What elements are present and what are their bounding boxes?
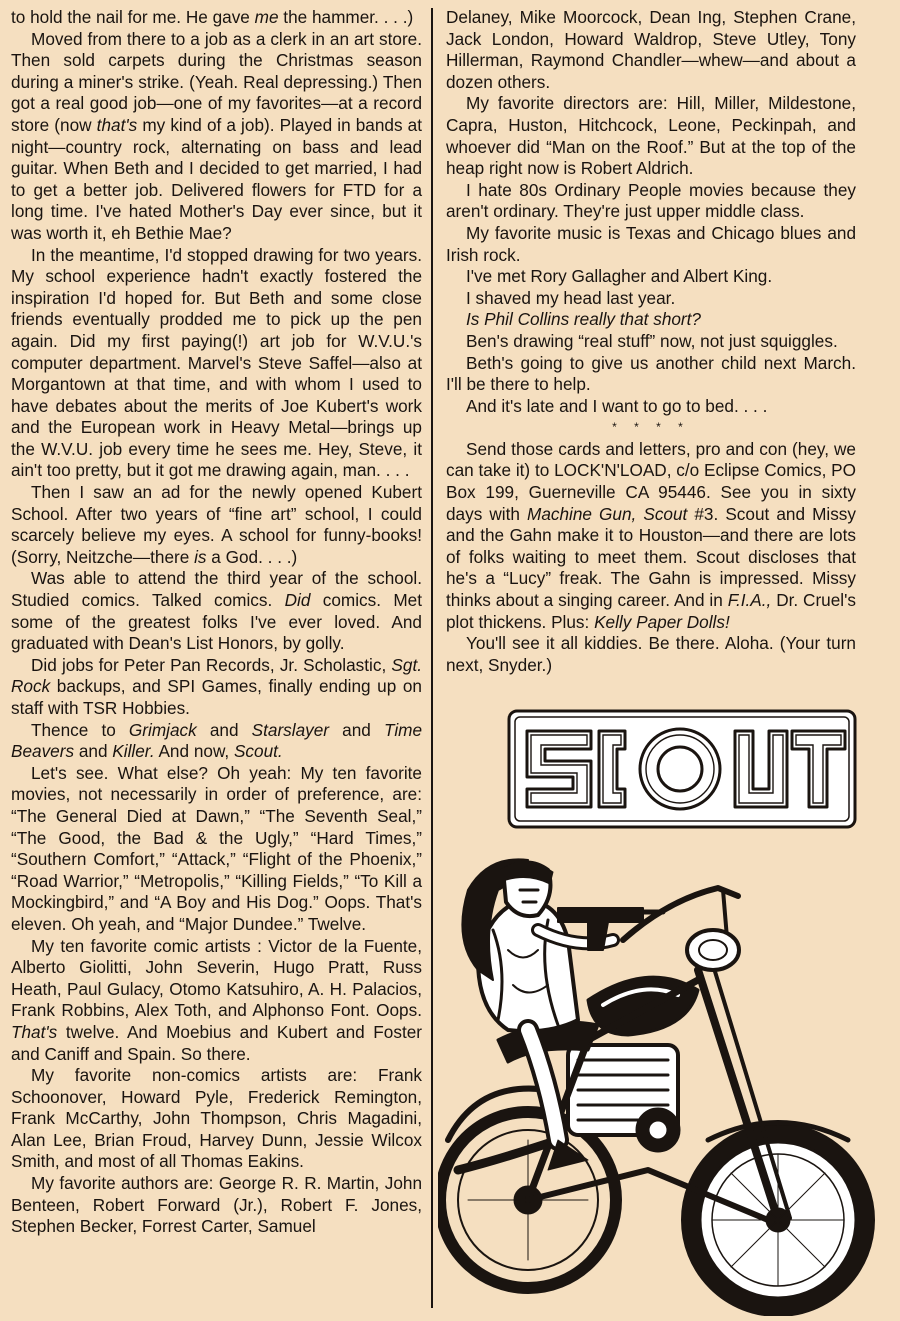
- paragraph: My favorite non-comics artists are: Frank Schoonover, Howard Pyle, Frederick Remington, Frank McCarthy, John Thompson, Chris Magadini, Alan Lee, Brian Froud, Harvey Dunn, Jessie Wilcox Smith, and most of all Thomas Eakins.: [11, 1065, 422, 1172]
- paragraph: I shaved my head last year.: [466, 287, 676, 308]
- paragraph: And it's late and I want to go to bed. . . .: [466, 395, 768, 416]
- scout-logo: [507, 709, 857, 829]
- section-break: * * * *: [612, 420, 690, 435]
- motorcycle-rider-illustration: [438, 840, 893, 1316]
- paragraph: Delaney, Mike Moorcock, Dean Ing, Stephen Crane, Jack London, Howard Waldrop, Steve Utley, Tony Hillerman, Raymond Chandler—whew—and about a dozen others.: [446, 7, 856, 92]
- paragraph: Let's see. What else? Oh yeah: My ten favorite movies, not necessarily in order of preference, are: “The General Died at Dawn,” “The Seventh Seal,” “The Good, the Bad & the Ugly,” “Hard Times,” “Southern Comfort,” “Attack,” “Flight of the Phoenix,” “Road Warrior,” “Metropolis,” “Killing Fields,” “To Kill a Mockingbird,” and “A Boy and His Dog.” Oops. That's eleven. Oh yeah, and “Major Dundee.” Twelve.: [11, 762, 422, 934]
- paragraph: Moved from there to a job as a clerk in an art store. Then sold carpets during the Christmas season during a miner's strike. (Yeah. Real depressing.) Then got a real good job—one of my favorites—at a record store (now that's my kind of a job). Played in bands at night—country rock, alternating on bass and lead guitar. When Beth and I decided to get married, I had to get a better job. Delivered flowers for FTD for a long time. I've hated Mother's Day ever since, but it was worth it, eh Bethie Mae?: [11, 28, 422, 243]
- paragraph: Send those cards and letters, pro and con (hey, we can take it) to LOCK'N'LOAD, c/o Eclipse Comics, PO Box 199, Guerneville CA 95446. See you in sixty days with Machine Gun, Scout #3. Scout and Missy and the Gahn make it to Houston—and there are lots of folks waiting to meet them. Scout discloses that he's a “Lucy” freak. The Gahn is impressed. Missy thinks about a singing career. And in F.I.A., Dr. Cruel's plot thickens. Plus: Kelly Paper Dolls!: [446, 438, 856, 632]
- paragraph: My favorite music is Texas and Chicago blues and Irish rock.: [446, 222, 856, 265]
- paragraph: Was able to attend the third year of the school. Studied comics. Talked comics. Did comics. Met some of the greatest folks I've ever loved. And graduated with Dean's List Honors, by golly.: [11, 568, 422, 654]
- paragraph: My favorite directors are: Hill, Miller, Mildestone, Capra, Huston, Hitchcock, Leone, Peckinpah, and whoever did “Man on the Roof.” But at the top of the heap right now is Robert Aldrich.: [446, 93, 856, 179]
- paragraph: Beth's going to give us another child next March. I'll be there to help.: [446, 352, 856, 395]
- paragraph: Did jobs for Peter Pan Records, Jr. Scholastic, Sgt. Rock backups, and SPI Games, finally ending up on staff with TSR Hobbies.: [11, 654, 422, 718]
- paragraph: Thence to Grimjack and Starslayer and Time Beavers and Killer. And now, Scout.: [11, 719, 423, 762]
- paragraph: Then I saw an ad for the newly opened Kubert School. After two years of “fine art” school, I could scarcely believe my eyes. A school for funny-books! (Sorry, Neitzche—there is a God. . . .): [11, 482, 422, 567]
- left-column: [11, 7, 422, 1238]
- paragraph: My favorite authors are: George R. R. Martin, John Benteen, Robert Forward (Jr.), Robert F. Jones, Stephen Becker, Forrest Carter, Samuel: [11, 1173, 422, 1237]
- paragraph: Ben's drawing “real stuff” now, not just squiggles.: [466, 330, 838, 351]
- column-divider: [431, 8, 433, 1308]
- paragraph: Is Phil Collins really that short?: [466, 309, 701, 330]
- paragraph: In the meantime, I'd stopped drawing for two years. My school experience hadn't exactly fostered the inspiration I'd hoped for. But Beth and some close friends eventually prodded me to pick up the pen again. Did my first paying(!) art job for W.V.U.'s computer department. Marvel's Steve Saffel—also at Morgantown at that time, and with whom I used to have debates about the merits of Joe Kubert's work and the European work in Heavy Metal—brings up the W.V.U. job every time he sees me. Hey, Steve, it ain't too pretty, but it got me drawing again, man. . . .: [11, 244, 422, 481]
- paragraph: My ten favorite comic artists : Victor de la Fuente, Alberto Giolitti, John Severin, Hugo Pratt, Russ Heath, Paul Gulacy, Otomo Katsuhiro, A. H. Palacios, Frank Robbins, Alex Toth, and Alphonso Font. Oops. That's twelve. And Moebius and Kubert and Foster and Caniff and Spain. So there.: [11, 935, 422, 1064]
- right-column: [446, 7, 856, 676]
- paragraph: You'll see it all kiddies. Be there. Aloha. (Your turn next, Snyder.): [446, 633, 856, 675]
- paragraph: I've met Rory Gallagher and Albert King.: [466, 266, 773, 287]
- paragraph: I hate 80s Ordinary People movies because they aren't ordinary. They're just upper middle class.: [446, 179, 856, 222]
- paragraph: to hold the nail for me. He gave me the hammer. . . .): [11, 7, 414, 27]
